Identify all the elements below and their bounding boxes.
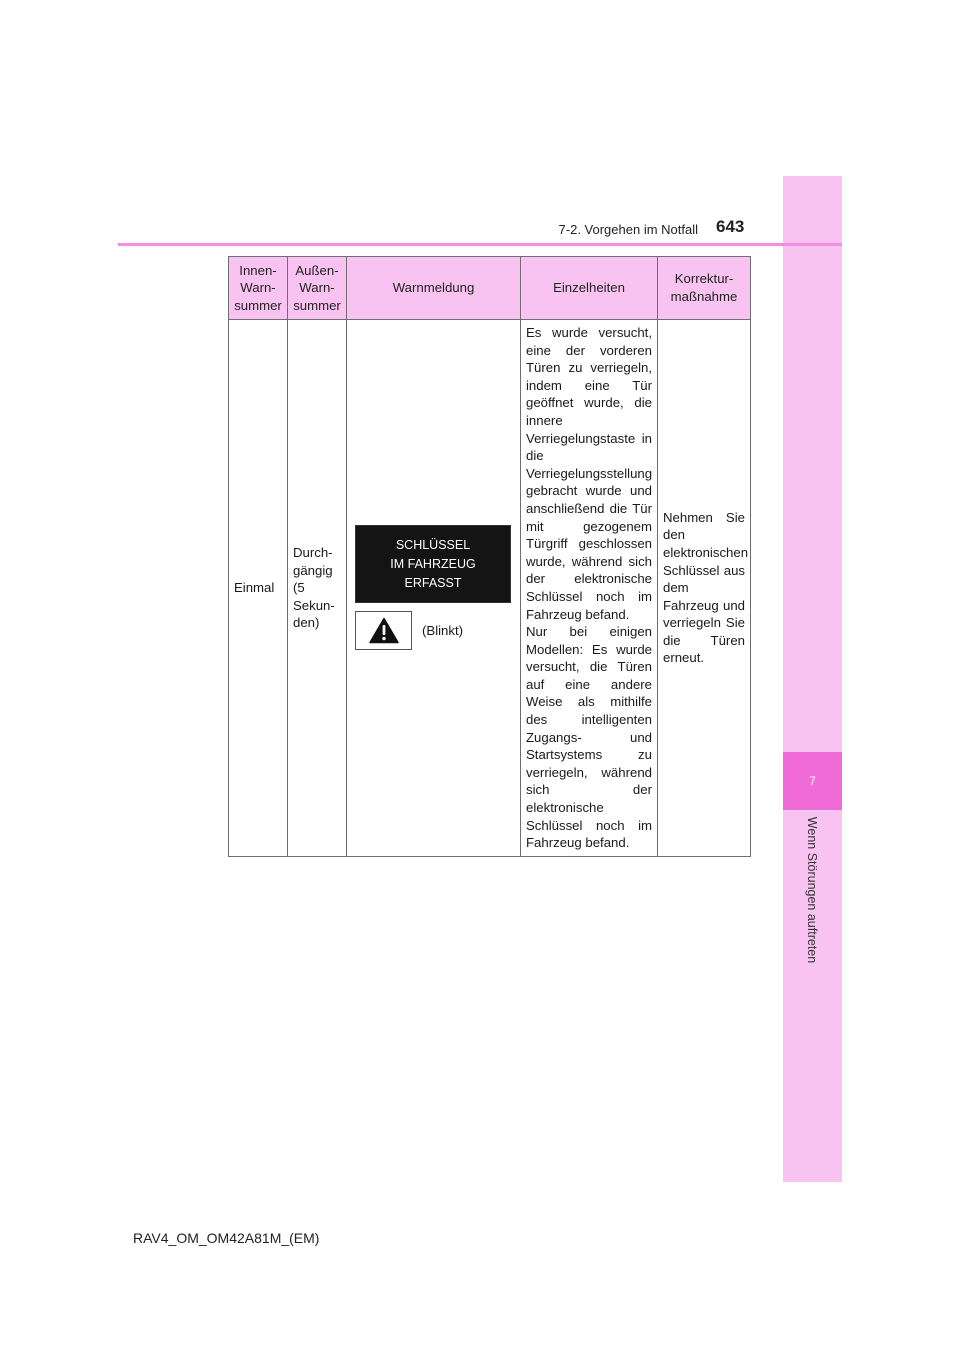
message-display: [355, 525, 511, 603]
chapter-title: Wenn Störungen auftreten: [805, 816, 819, 964]
header-outer-buzzer: Außen- Warn- summer: [288, 257, 347, 320]
indicator-row: [355, 611, 515, 650]
header-corrective-action: Korrektur- maßnahme: [658, 257, 751, 320]
cell-details: [521, 320, 658, 857]
header-inner-buzzer: Innen- Warn- summer: [229, 257, 288, 320]
chapter-number: 7: [809, 774, 816, 788]
header-rule: [118, 243, 842, 246]
header-details: Einzelheiten: [521, 257, 658, 320]
warning-table: [228, 256, 751, 857]
chapter-number-tab: [783, 752, 842, 810]
table-row: [229, 320, 751, 857]
cell-warning-message: [347, 320, 521, 857]
display-line: SCHLÜSSEL: [395, 537, 471, 552]
details-paragraph: Nur bei einigen Modellen: Es wurde versucht, die Türen auf eine andere Weise als mithilfe des intelligenten Zugangs- und Startsystems zu verriegeln, während sich der elektronische Schlüssel noch im Fahrzeug befand.: [526, 624, 652, 851]
cell-outer-buzzer: Durch- gängig (5 Sekun- den): [288, 320, 347, 857]
chapter-side-tab: [783, 176, 842, 1182]
display-line: ERFASST: [404, 575, 462, 590]
blink-label: (Blinkt): [422, 623, 464, 639]
page-number: 643: [716, 217, 745, 236]
section-title: 7-2. Vorgehen im Notfall: [558, 222, 698, 237]
header-warning-message: Warnmeldung: [347, 257, 521, 320]
cell-corrective-action: Nehmen Sie den elektronischen Schlüssel aus dem Fahrzeug und verriegeln Sie die Türen erneut.: [658, 320, 751, 857]
display-line: IM FAHRZEUG: [390, 556, 476, 571]
table-header-row: [229, 257, 751, 320]
cell-inner-buzzer: Einmal: [229, 320, 288, 857]
warning-triangle-icon: [355, 611, 412, 650]
document-code: RAV4_OM_OM42A81M_(EM): [133, 1230, 320, 1246]
details-paragraph: Es wurde versucht, eine der vorderen Türen zu verriegeln, indem eine Tür geöffnet wurde, die innere Verriegelungstaste in die Verriegelungsstellung gebracht wurde und anschließend die Tür mit gezogenem Türgriff geschlossen wurde, während sich der elektronische Schlüssel noch im Fahrzeug befand.: [526, 325, 653, 622]
